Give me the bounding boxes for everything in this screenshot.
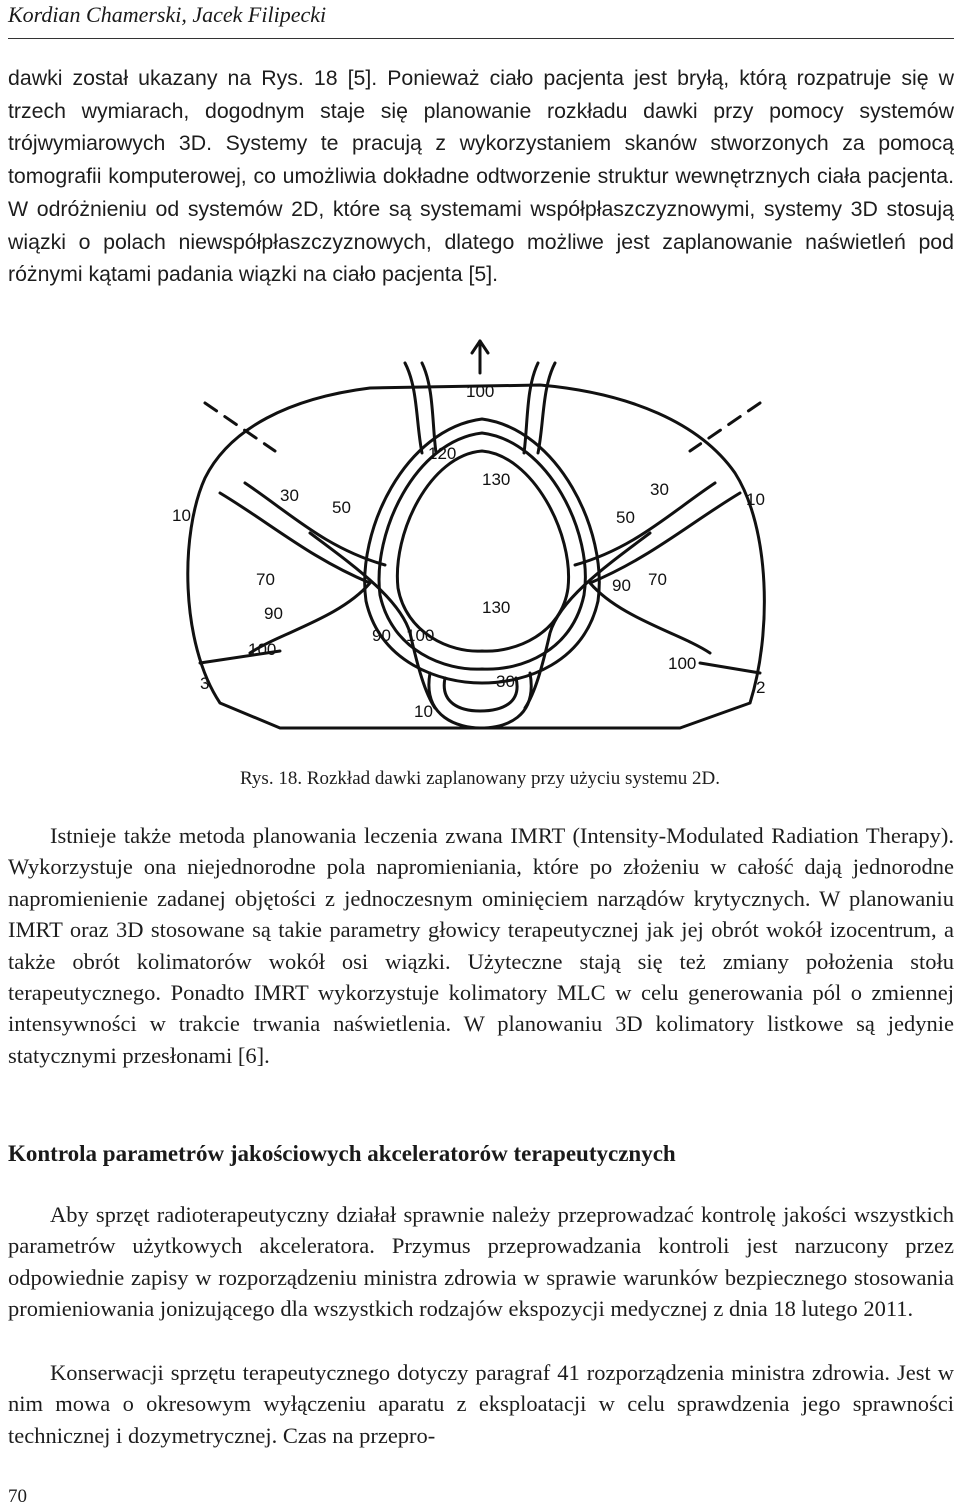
label-70-left: 70 xyxy=(256,570,275,589)
label-3: 3 xyxy=(200,674,210,693)
label-100-left: 100 xyxy=(248,640,277,659)
label-2: 2 xyxy=(756,678,766,697)
page-number: 70 xyxy=(8,1486,27,1507)
beam-arrow-lower-right xyxy=(700,663,760,673)
isodose-diagram xyxy=(160,333,800,745)
label-90-left: 90 xyxy=(264,604,283,623)
beam-arrow-left xyxy=(205,403,275,451)
label-100-right: 100 xyxy=(668,654,697,673)
header-rule xyxy=(8,38,954,39)
body-paragraph-4: Konserwacji sprzętu terapeutycznego dotyczy paragraf 41 rozporządzenia ministra zdrowia. Jest w nim mowa o okresowym wyłączeniu aparatu z eksploatacji w celu sprawdzenia jego sprawności technicznej i dozymetrycznej. Czas na przepro- xyxy=(8,1360,954,1448)
running-header-authors: Kordian Chamerski, Jacek Filipecki xyxy=(8,2,327,27)
label-30-right: 30 xyxy=(650,480,669,499)
section-heading: Kontrola parametrów jakościowych akceleratorów terapeutycznych xyxy=(8,1141,676,1166)
figure-caption: Rys. 18. Rozkład dawki zaplanowany przy użyciu systemu 2D. xyxy=(240,768,720,789)
label-30-bottom: 30 xyxy=(496,672,515,691)
dose-distribution-figure xyxy=(160,333,800,745)
label-130-bottom: 130 xyxy=(482,598,511,617)
body-paragraph-2: Istnieje także metoda planowania leczenia zwana IMRT (Intensity-Modulated Radiation Therapy). Wykorzystuje ona niejednorodne pola napromieniania, które po złożeniu w całość dają jednorodne napromienienie zadanej objętości z jednoczesnym ominięciem narządów krytycznych. W planowaniu IMRT oraz 3D stosowane są takie parametry głowicy terapeutycznej jak jej obrót wokół izocentrum, a także obrót kolimatorów wokół osi wiązki. Użyteczne stają się też zmiany położenia stołu terapeutycznego. Ponadto IMRT wykorzystuje kolimatory MLC w celu generowania pól o zmiennej intensywności w trakcie trwania naświetlenia. W planowaniu 3D kolimatory listkowe są jedynie statycznymi przesłonami [6]. xyxy=(8,823,954,1068)
label-130-top: 130 xyxy=(482,470,511,489)
label-90-center: 90 xyxy=(372,626,391,645)
label-100-center: 100 xyxy=(406,626,435,645)
label-10-right: 10 xyxy=(746,490,765,509)
body-paragraph-1: dawki został ukazany na Rys. 18 [5]. Ponieważ ciało pacjenta jest bryłą, którą rozpatruje się w trzech wymiarach, dogodnym staje się planowanie rozkładu dawki przy pomocy systemów trójwymiarowych 3D. Systemy te pracują z wykorzystaniem skanów stworzonych za pomocą tomografii komputerowej, co umożliwia dokładne odtworzenie struktur wewnętrznych ciała pacjenta. W odróżnieniu od systemów 2D, które są systemami współpłaszczyznowymi, systemy 3D stosują wiązki o polach niewspółpłaszczyznowych, dlatego możliwe jest zaplanowanie naświetleń pod różnymi kątami padania wiązki na ciało pacjenta [5]. xyxy=(8,66,954,287)
label-120: 120 xyxy=(428,444,457,463)
label-70-right: 70 xyxy=(648,570,667,589)
label-100-top: 100 xyxy=(466,382,495,401)
label-30-left: 30 xyxy=(280,486,299,505)
label-50-left: 50 xyxy=(332,498,351,517)
label-10-left: 10 xyxy=(172,506,191,525)
label-50-right: 50 xyxy=(616,508,635,527)
body-contour xyxy=(188,385,765,728)
body-paragraph-3: Aby sprzęt radioterapeutyczny działał sprawnie należy przeprowadzać kontrolę jakości wszystkich parametrów użytkowych akceleratora. Przymus przeprowadzania kontroli jest narzucony przez odpowiednie zapisy w rozporządzeniu ministra zdrowia w sprawie warunków bezpiecznego stosowania promieniowania jonizującego dla wszystkich rodzajów ekspozycji medycznej z dnia 18 lutego 2011. xyxy=(8,1202,954,1322)
label-90-right: 90 xyxy=(612,576,631,595)
label-10-bottom: 10 xyxy=(414,702,433,721)
beam-arrow-right xyxy=(690,403,760,451)
